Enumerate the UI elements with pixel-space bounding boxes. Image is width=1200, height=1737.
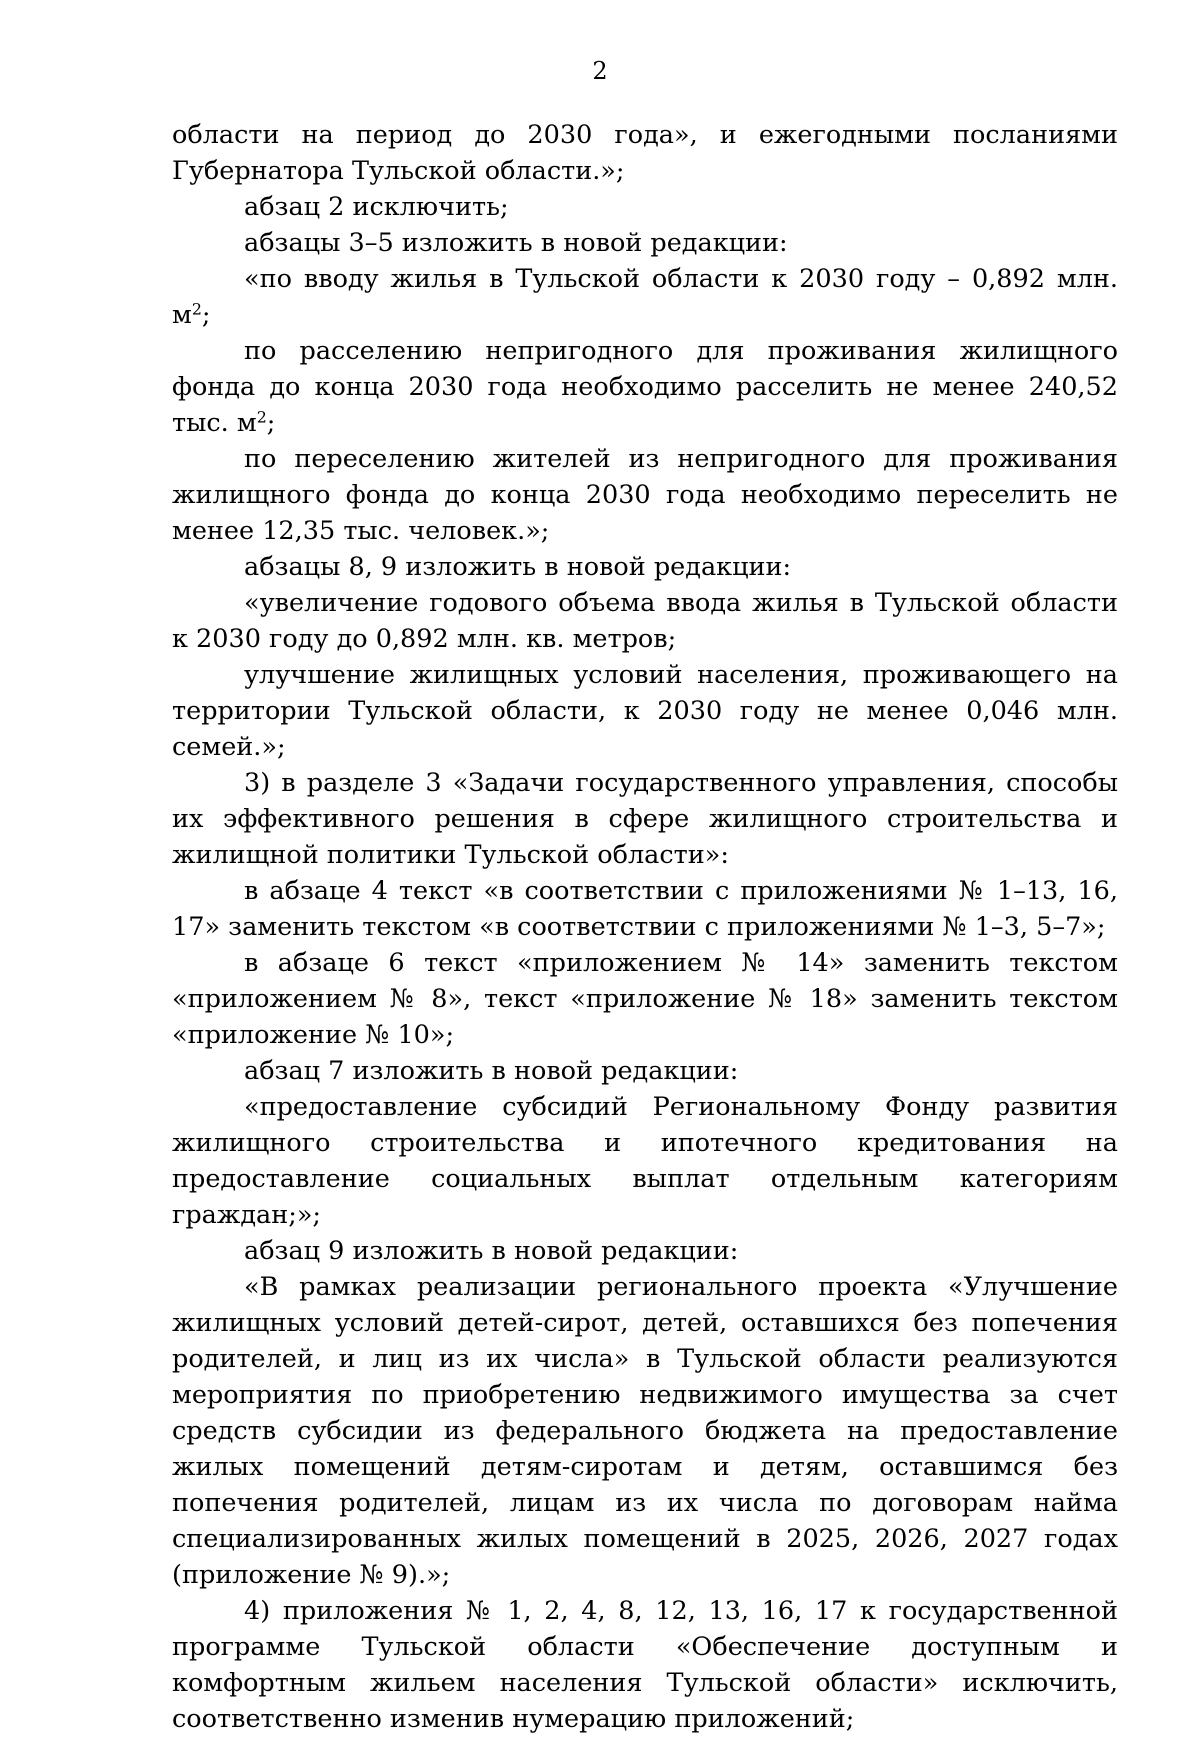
paragraph-10	[172, 765, 1118, 873]
paragraph-15	[172, 1233, 1118, 1269]
paragraph-5	[172, 333, 1118, 441]
paragraph-4	[172, 261, 1118, 333]
paragraph-text: улучшение жилищных условий населения, проживающего на территории Тульской области, к 2030 году не менее 0,046 млн. семей.»;	[172, 660, 1118, 762]
paragraph-8	[172, 585, 1118, 657]
paragraph-1	[172, 117, 1118, 189]
paragraph-text: «предоставление субсидий Региональному Фонду развития жилищного строительства и ипотечного кредитования на предоставление социальных выплат отдельным категориям граждан;»;	[172, 1092, 1118, 1230]
paragraph-2	[172, 189, 1118, 225]
paragraph-16	[172, 1269, 1118, 1593]
superscript: 2	[256, 407, 267, 427]
paragraph-3	[172, 225, 1118, 261]
paragraph-tail: ;	[201, 300, 211, 330]
paragraph-7	[172, 549, 1118, 585]
document-body	[172, 117, 1118, 1737]
paragraph-text: абзацы 3–5 изложить в новой редакции:	[244, 228, 788, 258]
superscript: 2	[191, 299, 202, 319]
paragraph-tail: ;	[266, 408, 276, 438]
paragraph-text: «по вводу жилья в Тульской области к 2030 году – 0,892 млн. м	[172, 264, 1118, 330]
paragraph-text: «увеличение годового объема ввода жилья в Тульской области к 2030 году до 0,892 млн. кв. метров;	[172, 588, 1118, 654]
paragraph-14	[172, 1089, 1118, 1233]
paragraph-17	[172, 1593, 1118, 1737]
paragraph-13	[172, 1053, 1118, 1089]
paragraph-text: «В рамках реализации регионального проекта «Улучшение жилищных условий детей-сирот, детей, оставшихся без попечения родителей, и лиц из их числа» в Тульской области реализуются мероприятия по приобретению недвижимого имущества за счет средств субсидии из федерального бюджета на предоставление жилых помещений детям-сиротам и детям, оставшимся без попечения родителей, лицам из их числа по договорам найма специализированных жилых помещений в 2025, 2026, 2027 годах (приложение № 9).»;	[172, 1272, 1118, 1590]
paragraph-text: области на период до 2030 года», и ежегодными посланиями Губернатора Тульской области.»;	[172, 120, 1118, 186]
paragraph-text: абзац 7 изложить в новой редакции:	[244, 1056, 739, 1086]
paragraph-6	[172, 441, 1118, 549]
paragraph-text: 3) в разделе 3 «Задачи государственного управления, способы их эффективного решения в сфере жилищного строительства и жилищной политики Тульской области»:	[172, 768, 1118, 870]
paragraph-9	[172, 657, 1118, 765]
paragraph-text: абзац 2 исключить;	[244, 192, 509, 222]
paragraph-text: абзац 9 изложить в новой редакции:	[244, 1236, 739, 1266]
paragraph-text: по расселению непригодного для проживания жилищного фонда до конца 2030 года необходимо расселить не менее 240,52 тыс. м	[172, 336, 1118, 438]
page-number: 2	[592, 57, 608, 85]
paragraph-text: абзацы 8, 9 изложить в новой редакции:	[244, 552, 792, 582]
paragraph-text: в абзаце 4 текст «в соответствии с приложениями № 1–13, 16, 17» заменить текстом «в соответствии с приложениями № 1–3, 5–7»;	[172, 876, 1118, 942]
paragraph-12	[172, 945, 1118, 1053]
paragraph-text: в абзаце 6 текст «приложением № 14» заменить текстом «приложением № 8», текст «приложение № 18» заменить текстом «приложение № 10»;	[172, 948, 1118, 1050]
paragraph-text: по переселению жителей из непригодного для проживания жилищного фонда до конца 2030 года необходимо переселить не менее 12,35 тыс. человек.»;	[172, 444, 1118, 546]
paragraph-text: 4) приложения № 1, 2, 4, 8, 12, 13, 16, 17 к государственной программе Тульской области «Обеспечение доступным и комфортным жильем населения Тульской области» исключить, соответственно изменив нумерацию приложений;	[172, 1596, 1118, 1734]
paragraph-11	[172, 873, 1118, 945]
